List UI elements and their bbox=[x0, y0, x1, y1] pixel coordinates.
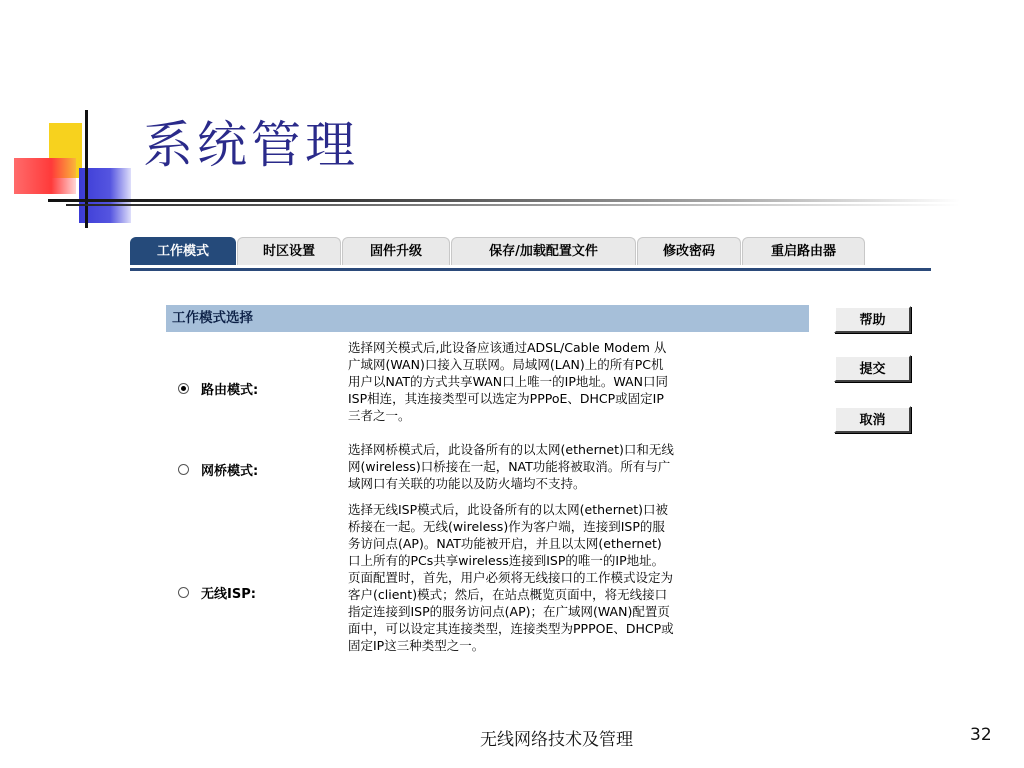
decoration-vertical-line bbox=[85, 110, 88, 228]
option-bridge-mode[interactable] bbox=[178, 460, 258, 478]
tab-bar bbox=[130, 237, 931, 271]
option-label-bridge-mode: 网桥模式: bbox=[201, 463, 259, 479]
tab-save-load-config[interactable]: 保存/加载配置文件 bbox=[451, 237, 636, 265]
option-label-wireless-isp: 无线ISP: bbox=[201, 586, 256, 602]
option-label-router-mode: 路由模式: bbox=[201, 382, 259, 398]
decoration-title-underline-secondary bbox=[66, 204, 960, 206]
tab-work-mode[interactable]: 工作模式 bbox=[130, 237, 236, 265]
radio-bridge-mode[interactable] bbox=[178, 464, 189, 475]
decoration-red-square bbox=[14, 158, 76, 194]
radio-router-mode[interactable] bbox=[178, 383, 189, 394]
description-router-mode: 选择网关模式后,此设备应该通过ADSL/Cable Modem 从 广域网(WAN)口接入互联网。局域网(LAN)上的所有PC机 用户以NAT的方式共享WAN口上唯一的IP地址。WAN口同 ISP相连，其连接类型可以选定为PPPoE、DHCP或固定IP 三者之一。 bbox=[348, 340, 668, 423]
option-wireless-isp[interactable] bbox=[178, 583, 256, 601]
option-router-mode[interactable] bbox=[178, 379, 258, 397]
panel-header: 工作模式选择 bbox=[166, 305, 809, 332]
description-bridge-mode: 选择网桥模式后，此设备所有的以太网(ethernet)口和无线 网(wireless)口桥接在一起，NAT功能将被取消。所有与广 域网口有关联的功能以及防火墙均不支持。 bbox=[348, 442, 674, 491]
cancel-button[interactable]: 取消 bbox=[834, 406, 911, 433]
footer-text: 无线网络技术及管理 bbox=[480, 730, 633, 750]
description-wireless-isp: 选择无线ISP模式后，此设备所有的以太网(ethernet)口被 桥接在一起。无线(wireless)作为客户端，连接到ISP的服 务访问点(AP)。NAT功能被开启，并且以太网(ethernet) 口上所有的PCs共享wireless连接到ISP的唯一的IP地址。 页面配置时，首先，用户必须将无线接口的工作模式设定为 客户(client)模式；然后，在站点概览页面中，将无线接口 指定连接到ISP的服务访问点(AP)；在广域网(WAN)配置页 面中，可以设定其连接类型，连接类型为PPPOE、DHCP或 固定IP这三种类型之一。 bbox=[348, 502, 674, 653]
radio-wireless-isp[interactable] bbox=[178, 587, 189, 598]
submit-button[interactable]: 提交 bbox=[834, 355, 911, 382]
tab-reboot-router[interactable]: 重启路由器 bbox=[742, 237, 865, 265]
slide-title: 系统管理 bbox=[143, 116, 359, 174]
page-number: 32 bbox=[970, 725, 992, 745]
tab-change-password[interactable]: 修改密码 bbox=[637, 237, 741, 265]
tab-timezone[interactable]: 时区设置 bbox=[237, 237, 341, 265]
decoration-title-underline bbox=[48, 199, 960, 202]
tab-firmware-upgrade[interactable]: 固件升级 bbox=[342, 237, 450, 265]
help-button[interactable]: 帮助 bbox=[834, 306, 911, 333]
